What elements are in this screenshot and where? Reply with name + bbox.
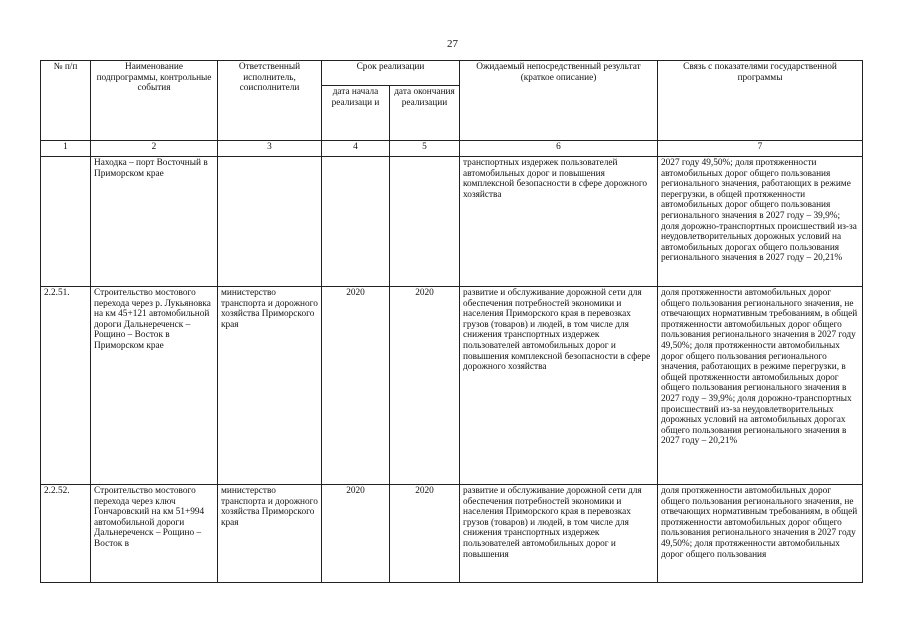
header-executor: Ответственный исполнитель, соисполнители <box>218 61 322 141</box>
header-period: Срок реализации <box>322 61 460 86</box>
row-number: 2.2.52. <box>41 485 91 583</box>
column-number: 3 <box>218 141 322 157</box>
row-result: развитие и обслуживание дорожной сети для обеспечения потребностей экономики и населения Приморского края в перевозках грузов (товаров) и людей, в том числе для снижения транспортных издержек пользователей автомобильных дорог и повышения <box>460 485 658 583</box>
row-link: 2027 году 49,50%; доля протяженности автомобильных дорог общего пользования регионального значения, работающих в режиме перегрузки, в общей протяженности автомобильных дорог общего пользования регионального значения в 2027 году – 39,9%; доля дорожно-транспортных происшествий из-за неудовлетворительных дорожных условий на автомобильных дорогах общего пользования регионального значения в 2027 году – 20,21% <box>658 157 863 287</box>
row-result: транспортных издержек пользователей автомобильных дорог и повышения комплексной безопасности в сфере дорожного хозяйства <box>460 157 658 287</box>
column-number: 7 <box>658 141 863 157</box>
row-number <box>41 157 91 287</box>
implementation-plan-table <box>40 60 863 583</box>
row-start-date: 2020 <box>322 287 390 485</box>
row-number: 2.2.51. <box>41 287 91 485</box>
row-name: Строительство мостового перехода через ключ Гончаровский на км 51+994 автомобильной дороги Дальнереченск – Рощино – Восток в <box>91 485 218 583</box>
row-result: развитие и обслуживание дорожной сети для обеспечения потребностей экономики и населения Приморского края в перевозках грузов (товаров) и людей, в том числе для снижения транспортных издержек пользователей автомобильных дорог и повышения комплексной безопасности в сфере дорожного хозяйства <box>460 287 658 485</box>
header-start-date: дата начала реализаци и <box>322 86 390 141</box>
row-start-date <box>322 157 390 287</box>
header-name: Наименование подпрограммы, контрольные события <box>91 61 218 141</box>
table-row <box>41 287 863 485</box>
header-number: № п/п <box>41 61 91 141</box>
column-number: 4 <box>322 141 390 157</box>
column-number-row <box>41 141 863 157</box>
header-result: Ожидаемый непосредственный результат (краткое описание) <box>460 61 658 141</box>
table-row <box>41 157 863 287</box>
header-end-date: дата окончания реализации <box>390 86 460 141</box>
row-link: доля протяженности автомобильных дорог общего пользования регионального значения, не отвечающих нормативным требованиям, в общей протяженности автомобильных дорог общего пользования регионального значения в 2027 году 49,50%; доля протяженности автомобильных дорог общего пользования <box>658 485 863 583</box>
row-end-date: 2020 <box>390 485 460 583</box>
column-number: 2 <box>91 141 218 157</box>
header-link: Связь с показателями государственной программы <box>658 61 863 141</box>
row-start-date: 2020 <box>322 485 390 583</box>
row-link: доля протяженности автомобильных дорог общего пользования регионального значения, не отвечающих нормативным требованиям, в общей протяженности автомобильных дорог общего пользования регионального значения в 2027 году 49,50%; доля протяженности автомобильных дорог общего пользования регионального значения, работающих в режиме перегрузки, в общей протяженности автомобильных дорог общего пользования регионального значения в 2027 году – 39,9%; доля дорожно-транспортных происшествий из-за неудовлетворительных дорожных условий на автомобильных дорогах общего пользования регионального значения в 2027 году – 20,21% <box>658 287 863 485</box>
column-number: 1 <box>41 141 91 157</box>
row-end-date <box>390 157 460 287</box>
column-number: 5 <box>390 141 460 157</box>
table-row <box>41 485 863 583</box>
row-name: Строительство мостового перехода через р. Лукьяновка на км 45+121 автомобильной дороги Дальнереченск – Рощино – Восток в Приморском крае <box>91 287 218 485</box>
row-end-date: 2020 <box>390 287 460 485</box>
page-number: 27 <box>447 38 458 50</box>
row-name: Находка – порт Восточный в Приморском крае <box>91 157 218 287</box>
table-header-row <box>41 61 863 86</box>
row-executor: министерство транспорта и дорожного хозяйства Приморского края <box>218 485 322 583</box>
row-executor: министерство транспорта и дорожного хозяйства Приморского края <box>218 287 322 485</box>
row-executor <box>218 157 322 287</box>
column-number: 6 <box>460 141 658 157</box>
